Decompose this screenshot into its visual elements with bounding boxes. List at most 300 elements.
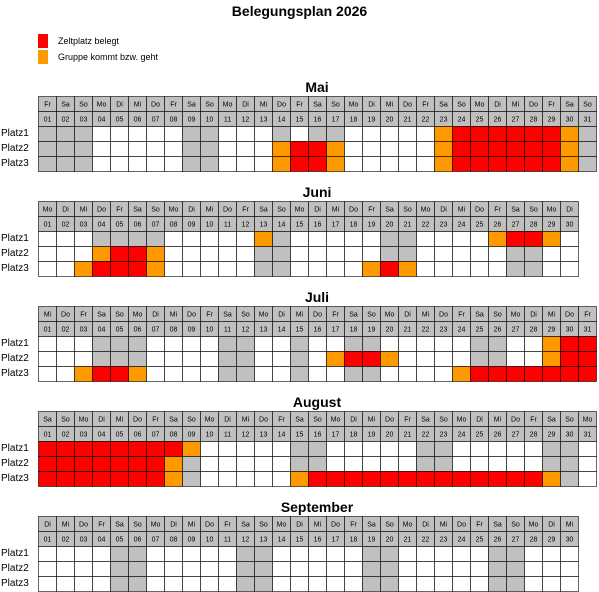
day-cell-free [435, 577, 453, 592]
day-label: 29 [547, 431, 556, 439]
day-cell-free [57, 337, 75, 352]
row-label-platz1: Platz1 [1, 548, 29, 559]
day-cell-free [417, 127, 435, 142]
weekday-label: Mo [42, 206, 53, 214]
day-label: 19 [367, 536, 376, 544]
day-cell-weekend [129, 577, 147, 592]
day-cell-free [327, 247, 345, 262]
weekday-label: So [313, 416, 322, 424]
day-label: 03 [79, 116, 88, 124]
day-cell-free [543, 247, 561, 262]
day-cell-belegt [561, 367, 579, 382]
weekday-label: Di [404, 311, 411, 319]
day-label: 09 [187, 221, 196, 229]
day-cell-belegt [57, 442, 75, 457]
day-cell-free [435, 367, 453, 382]
day-label: 23 [439, 326, 448, 334]
day-cell-free [129, 142, 147, 157]
day-label: 15 [295, 221, 304, 229]
day-cell-free [399, 562, 417, 577]
day-label: 09 [187, 431, 196, 439]
day-cell-free [273, 352, 291, 367]
day-cell-belegt [525, 367, 543, 382]
day-cell-free [327, 577, 345, 592]
day-cell-weekend [111, 577, 129, 592]
day-cell-free [327, 367, 345, 382]
weekday-label: Di [422, 521, 429, 529]
weekday-label: Sa [367, 521, 376, 529]
day-cell-free [327, 547, 345, 562]
day-cell-free [471, 232, 489, 247]
day-cell-wechsel [93, 247, 111, 262]
weekday-label: Di [98, 416, 105, 424]
day-cell-belegt [111, 247, 129, 262]
day-label: 07 [151, 431, 160, 439]
weekday-label: Mi [457, 206, 466, 214]
day-label: 12 [241, 221, 250, 229]
weekday-label: Do [205, 521, 214, 529]
weekday-label: So [385, 521, 394, 529]
day-label: 21 [403, 116, 412, 124]
day-cell-free [381, 457, 399, 472]
day-cell-free [255, 457, 273, 472]
weekday-label: Mo [546, 206, 557, 214]
weekday-label: Mo [474, 101, 485, 109]
day-label: 16 [313, 326, 322, 334]
day-cell-free [165, 547, 183, 562]
day-cell-free [309, 577, 327, 592]
day-cell-free [543, 262, 561, 277]
day-cell-belegt [453, 157, 471, 172]
day-cell-weekend [363, 337, 381, 352]
day-label: 15 [295, 326, 304, 334]
day-cell-belegt [129, 442, 147, 457]
day-cell-belegt [111, 457, 129, 472]
day-cell-weekend [489, 562, 507, 577]
weekday-label: So [61, 416, 70, 424]
day-label: 30 [565, 116, 574, 124]
day-label: 22 [421, 221, 430, 229]
day-cell-free [255, 472, 273, 487]
day-cell-belegt [57, 472, 75, 487]
day-cell-weekend [219, 337, 237, 352]
day-cell-free [165, 577, 183, 592]
day-cell-free [39, 232, 57, 247]
day-cell-free [57, 352, 75, 367]
weekday-label: Fr [584, 311, 591, 319]
day-cell-belegt [345, 472, 363, 487]
day-cell-free [399, 577, 417, 592]
day-label: 28 [529, 221, 538, 229]
weekday-label: Sa [223, 311, 232, 319]
day-cell-belegt [291, 142, 309, 157]
day-label: 22 [421, 326, 430, 334]
day-cell-free [489, 442, 507, 457]
day-cell-belegt [57, 457, 75, 472]
day-label: 11 [223, 431, 232, 439]
day-label: 26 [493, 431, 502, 439]
weekday-label: Di [350, 416, 357, 424]
day-cell-free [237, 142, 255, 157]
weekday-label: So [133, 521, 142, 529]
day-cell-free [417, 142, 435, 157]
day-label: 29 [547, 326, 556, 334]
day-cell-belegt [93, 442, 111, 457]
day-cell-free [453, 232, 471, 247]
day-label: 09 [187, 326, 196, 334]
day-cell-weekend [291, 352, 309, 367]
day-cell-wechsel [453, 367, 471, 382]
day-cell-free [165, 232, 183, 247]
weekday-label: Do [133, 416, 142, 424]
weekday-label: Do [385, 416, 394, 424]
day-cell-free [165, 352, 183, 367]
weekday-label: Do [529, 101, 538, 109]
day-cell-weekend [579, 142, 597, 157]
day-cell-free [237, 457, 255, 472]
day-cell-weekend [471, 352, 489, 367]
weekday-label: Fr [476, 521, 483, 529]
day-label: 04 [97, 431, 106, 439]
day-cell-free [309, 247, 327, 262]
weekday-label: Do [97, 206, 106, 214]
day-cell-free [525, 352, 543, 367]
day-cell-weekend [129, 562, 147, 577]
day-label: 26 [493, 221, 502, 229]
day-cell-free [93, 562, 111, 577]
day-cell-weekend [363, 367, 381, 382]
weekday-label: Do [187, 311, 196, 319]
day-cell-belegt [507, 367, 525, 382]
day-cell-free [291, 127, 309, 142]
day-cell-wechsel [381, 352, 399, 367]
day-label: 29 [547, 116, 556, 124]
day-cell-free [273, 367, 291, 382]
day-cell-weekend [39, 157, 57, 172]
day-label: 14 [277, 536, 286, 544]
day-cell-free [381, 367, 399, 382]
day-label: 13 [259, 221, 268, 229]
day-cell-free [561, 232, 579, 247]
day-label: 28 [529, 116, 538, 124]
day-cell-weekend [273, 247, 291, 262]
day-cell-belegt [507, 472, 525, 487]
day-cell-weekend [255, 262, 273, 277]
weekday-label: Do [475, 206, 484, 214]
day-cell-free [363, 157, 381, 172]
day-cell-free [201, 562, 219, 577]
day-cell-belegt [363, 352, 381, 367]
day-cell-belegt [453, 472, 471, 487]
day-cell-weekend [381, 232, 399, 247]
day-cell-free [183, 262, 201, 277]
day-cell-free [489, 247, 507, 262]
weekday-label: Sa [61, 101, 70, 109]
day-cell-belegt [93, 457, 111, 472]
day-cell-weekend [111, 352, 129, 367]
day-cell-weekend [507, 262, 525, 277]
day-cell-free [219, 232, 237, 247]
day-cell-weekend [255, 247, 273, 262]
day-cell-belegt [489, 157, 507, 172]
day-cell-free [273, 472, 291, 487]
day-cell-free [291, 262, 309, 277]
day-cell-free [237, 247, 255, 262]
day-cell-free [255, 127, 273, 142]
weekday-label: Mi [169, 311, 178, 319]
day-cell-weekend [435, 457, 453, 472]
weekday-label: Mo [222, 101, 233, 109]
day-cell-free [183, 562, 201, 577]
weekday-label: Di [242, 101, 249, 109]
day-cell-weekend [57, 157, 75, 172]
day-cell-weekend [111, 562, 129, 577]
row-label-platz2: Platz2 [1, 563, 29, 574]
row-label-platz3: Platz3 [1, 158, 29, 169]
day-cell-belegt [363, 472, 381, 487]
day-label: 01 [43, 116, 52, 124]
day-cell-free [363, 127, 381, 142]
day-cell-belegt [471, 157, 489, 172]
day-cell-free [561, 562, 579, 577]
day-cell-weekend [291, 442, 309, 457]
weekday-label: Di [152, 311, 159, 319]
weekday-label: So [205, 101, 214, 109]
day-cell-belegt [489, 127, 507, 142]
day-cell-belegt [309, 157, 327, 172]
day-label: 14 [277, 221, 286, 229]
weekday-label: Sa [439, 101, 448, 109]
day-label: 06 [133, 536, 142, 544]
day-cell-belegt [147, 472, 165, 487]
day-cell-free [165, 562, 183, 577]
day-label: 29 [547, 536, 556, 544]
weekday-label: Di [44, 521, 51, 529]
day-cell-free [147, 562, 165, 577]
day-cell-free [327, 232, 345, 247]
weekday-label: Mo [510, 311, 521, 319]
day-cell-free [417, 562, 435, 577]
day-cell-wechsel [147, 262, 165, 277]
day-cell-wechsel [363, 262, 381, 277]
day-label: 30 [565, 431, 574, 439]
day-cell-weekend [129, 352, 147, 367]
day-cell-free [399, 547, 417, 562]
day-label: 13 [259, 116, 268, 124]
weekday-label: Di [440, 206, 447, 214]
day-cell-free [417, 337, 435, 352]
day-cell-weekend [237, 352, 255, 367]
day-cell-belegt [381, 262, 399, 277]
day-cell-weekend [237, 367, 255, 382]
day-label: 11 [223, 536, 232, 544]
day-cell-free [345, 577, 363, 592]
weekday-label: Sa [169, 416, 178, 424]
day-cell-weekend [75, 142, 93, 157]
day-label: 18 [349, 536, 358, 544]
day-label: 25 [475, 221, 484, 229]
day-cell-belegt [309, 142, 327, 157]
day-cell-wechsel [273, 157, 291, 172]
day-cell-free [201, 352, 219, 367]
day-cell-free [183, 352, 201, 367]
day-cell-belegt [507, 232, 525, 247]
month-grid-mai [38, 96, 597, 172]
day-cell-belegt [453, 127, 471, 142]
day-cell-belegt [435, 472, 453, 487]
row-label-platz2: Platz2 [1, 143, 29, 154]
day-cell-wechsel [75, 367, 93, 382]
day-cell-free [309, 367, 327, 382]
day-cell-free [129, 127, 147, 142]
day-label: 11 [223, 326, 232, 334]
weekday-label: Mo [420, 206, 431, 214]
day-cell-free [381, 442, 399, 457]
day-cell-free [183, 577, 201, 592]
weekday-label: Di [170, 521, 177, 529]
weekday-label: Fr [548, 101, 555, 109]
day-cell-free [147, 337, 165, 352]
day-cell-wechsel [543, 352, 561, 367]
day-cell-free [525, 337, 543, 352]
day-label: 03 [79, 326, 88, 334]
day-cell-free [381, 157, 399, 172]
weekday-label: Fr [224, 521, 231, 529]
day-cell-free [75, 232, 93, 247]
weekday-label: Sa [115, 521, 124, 529]
weekday-label: Sa [97, 311, 106, 319]
day-cell-free [345, 247, 363, 262]
day-cell-free [453, 442, 471, 457]
weekday-label: Fr [242, 206, 249, 214]
day-label: 20 [385, 221, 394, 229]
day-cell-free [345, 442, 363, 457]
day-cell-wechsel [165, 472, 183, 487]
weekday-label: Di [314, 206, 321, 214]
day-label: 20 [385, 116, 394, 124]
weekday-label: Mo [150, 521, 161, 529]
day-cell-weekend [219, 352, 237, 367]
day-label: 08 [169, 221, 178, 229]
day-cell-free [507, 442, 525, 457]
weekday-label: Di [566, 206, 573, 214]
day-cell-free [219, 157, 237, 172]
day-cell-weekend [327, 127, 345, 142]
day-cell-free [507, 457, 525, 472]
day-cell-weekend [543, 457, 561, 472]
day-label: 18 [349, 326, 358, 334]
day-cell-weekend [129, 337, 147, 352]
day-label: 08 [169, 116, 178, 124]
weekday-label: Mo [456, 416, 467, 424]
day-label: 11 [223, 116, 232, 124]
day-cell-wechsel [183, 442, 201, 457]
day-cell-belegt [111, 262, 129, 277]
weekday-label: Mi [439, 521, 448, 529]
day-cell-free [417, 232, 435, 247]
day-cell-free [417, 547, 435, 562]
weekday-label: Do [61, 311, 70, 319]
day-label: 07 [151, 536, 160, 544]
weekday-label: Mi [259, 101, 268, 109]
day-cell-free [219, 442, 237, 457]
day-cell-weekend [399, 247, 417, 262]
day-label: 15 [295, 116, 304, 124]
day-cell-free [147, 142, 165, 157]
day-cell-belegt [39, 457, 57, 472]
day-label: 26 [493, 326, 502, 334]
day-label: 30 [565, 221, 574, 229]
weekday-label: So [439, 416, 448, 424]
weekday-label: Di [296, 521, 303, 529]
day-label: 10 [205, 536, 214, 544]
day-cell-free [345, 547, 363, 562]
day-cell-free [417, 352, 435, 367]
day-label: 06 [133, 326, 142, 334]
day-cell-weekend [525, 247, 543, 262]
day-cell-belegt [111, 367, 129, 382]
day-label: 14 [277, 326, 286, 334]
day-cell-free [237, 472, 255, 487]
weekday-label: Mi [43, 311, 52, 319]
day-cell-free [183, 232, 201, 247]
day-label: 31 [583, 116, 592, 124]
weekday-label: Di [476, 416, 483, 424]
day-cell-free [453, 547, 471, 562]
weekday-label: Mi [205, 206, 214, 214]
weekday-label: Di [62, 206, 69, 214]
day-cell-free [273, 547, 291, 562]
day-label: 27 [511, 536, 520, 544]
weekday-label: Di [368, 101, 375, 109]
day-cell-free [201, 247, 219, 262]
day-cell-free [201, 442, 219, 457]
weekday-label: Sa [241, 521, 250, 529]
weekday-label: So [583, 101, 592, 109]
day-cell-weekend [291, 367, 309, 382]
weekday-label: Mo [528, 521, 539, 529]
day-cell-free [417, 262, 435, 277]
day-cell-weekend [345, 337, 363, 352]
weekday-label: Sa [385, 206, 394, 214]
day-cell-belegt [525, 232, 543, 247]
weekday-label: Mo [204, 416, 215, 424]
day-cell-free [579, 442, 597, 457]
day-cell-free [309, 232, 327, 247]
day-cell-free [525, 547, 543, 562]
day-cell-free [39, 352, 57, 367]
weekday-label: Do [151, 101, 160, 109]
day-cell-weekend [129, 232, 147, 247]
day-cell-weekend [57, 142, 75, 157]
day-cell-free [525, 457, 543, 472]
weekday-label: Sa [187, 101, 196, 109]
day-cell-weekend [183, 142, 201, 157]
day-cell-free [309, 352, 327, 367]
weekday-label: So [115, 311, 124, 319]
day-cell-weekend [75, 127, 93, 142]
day-cell-weekend [183, 157, 201, 172]
day-label: 01 [43, 431, 52, 439]
day-cell-wechsel [489, 232, 507, 247]
day-label: 16 [313, 221, 322, 229]
month-grid-juli [38, 306, 597, 382]
row-label-platz1: Platz1 [1, 233, 29, 244]
day-cell-free [273, 442, 291, 457]
day-cell-free [237, 157, 255, 172]
weekday-label: So [511, 521, 520, 529]
day-label: 21 [403, 536, 412, 544]
